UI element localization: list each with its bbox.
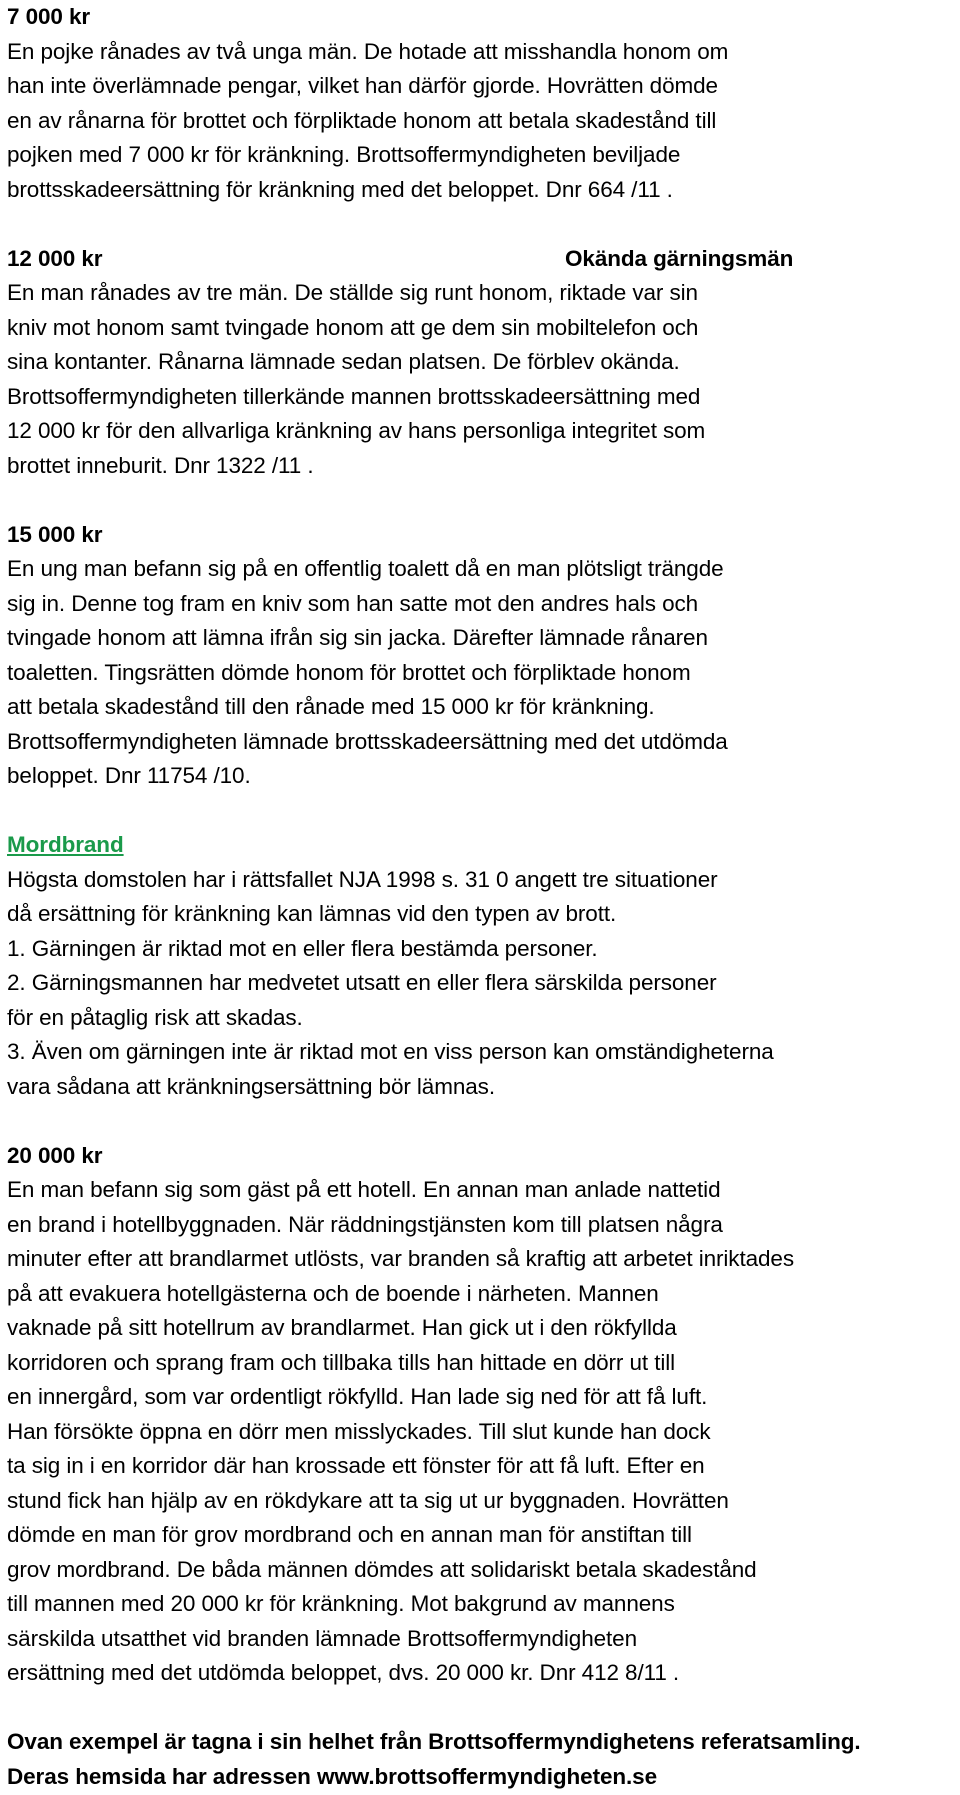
body-line: sina kontanter. Rånarna lämnade sedan platsen. De förblev okända. (7, 349, 680, 374)
footer-note (7, 1725, 955, 1794)
heading-row (7, 242, 955, 277)
spacer (7, 207, 955, 242)
mordbrand-section (7, 828, 955, 1104)
amount-heading: 20 000 kr (7, 1142, 103, 1168)
spacer (7, 1104, 955, 1139)
body-line: att betala skadestånd till den rånade med 15 000 kr för kränkning. (7, 694, 655, 719)
case-15000 (7, 518, 955, 794)
body-line: han inte överlämnade pengar, vilket han därför gjorde. Hovrätten dömde (7, 73, 718, 98)
body-line: En pojke rånades av två unga män. De hotade att misshandla honom om (7, 38, 729, 64)
case-12000 (7, 242, 955, 484)
body-line: Brottsoffermyndigheten lämnade brottsskadeersättning med det utdömda (7, 728, 728, 754)
mordbrand-heading-row (7, 828, 955, 863)
case-20000 (7, 1139, 955, 1691)
body-line: en av rånarna för brottet och förpliktade honom att betala skadestånd till (7, 107, 717, 133)
body-line: Han försökte öppna en dörr men misslyckades. Till slut kunde han dock (7, 1418, 711, 1444)
body-line: grov mordbrand. De båda männen dömdes att solidariskt betala skadestånd (7, 1556, 757, 1582)
document-page (7, 0, 955, 1794)
mordbrand-link[interactable]: Mordbrand (7, 832, 124, 857)
footer-line: Deras hemsida har adressen www.brottsoffermyndigheten.se (7, 1763, 658, 1789)
case-7000 (7, 0, 955, 207)
body-line: pojken med 7 000 kr för kränkning. Brottsoffermyndigheten beviljade (7, 142, 681, 167)
list-item: 1. Gärningen är riktad mot en eller flera bestämda personer. (7, 935, 598, 961)
spacer (7, 483, 955, 518)
body-line: En man befann sig som gäst på ett hotell. En annan man anlade nattetid (7, 1177, 721, 1202)
body-line: En ung man befann sig på en offentlig toalett då en man plötsligt trängde (7, 556, 724, 581)
list-item: 3. Även om gärningen inte är riktad mot en viss person kan omständigheterna (7, 1039, 774, 1064)
body-line: En man rånades av tre män. De ställde sig runt honom, riktade var sin (7, 280, 698, 305)
body-line: tvingade honom att lämna ifrån sig sin jacka. Därefter lämnade rånaren (7, 625, 708, 650)
body-line: till mannen med 20 000 kr för kränkning. Mot bakgrund av mannens (7, 1591, 675, 1616)
category-heading: Okända gärningsmän (565, 245, 794, 271)
body-line: särskilda utsatthet vid branden lämnade Brottsoffermyndigheten (7, 1625, 638, 1651)
body-line: toaletten. Tingsrätten dömde honom för brottet och förpliktade honom (7, 659, 691, 685)
body-line: Brottsoffermyndigheten tillerkände mannen brottsskadeersättning med (7, 383, 701, 409)
footer-line: Ovan exempel är tagna i sin helhet från Brottsoffermyndighetens referatsamling. (7, 1729, 861, 1754)
body-line: dömde en man för grov mordbrand och en annan man för anstiftan till (7, 1522, 692, 1547)
body-line: brottet inneburit. Dnr 1322 /11 . (7, 452, 314, 478)
spacer (7, 1691, 955, 1726)
body-line: 12 000 kr för den allvarliga kränkning av hans personliga integritet som (7, 418, 706, 443)
spacer (7, 794, 955, 829)
body-line: vaknade på sitt hotellrum av brandlarmet. Han gick ut i den rökfyllda (7, 1315, 677, 1340)
body-line: kniv mot honom samt tvingade honom att ge dem sin mobiltelefon och (7, 314, 699, 340)
body-line: korridoren och sprang fram och tillbaka tills han hittade en dörr ut till (7, 1349, 676, 1375)
body-line: för en påtaglig risk att skadas. (7, 1004, 303, 1030)
body-line: brottsskadeersättning för kränkning med det beloppet. Dnr 664 /11 . (7, 176, 673, 202)
body-line: ersättning med det utdömda beloppet, dvs. 20 000 kr. Dnr 412 8/11 . (7, 1660, 680, 1685)
body-line: minuter efter att brandlarmet utlösts, var branden så kraftig att arbetet inriktades (7, 1246, 794, 1271)
body-line: sig in. Denne tog fram en kniv som han satte mot den andres hals och (7, 590, 699, 616)
body-line: en brand i hotellbyggnaden. När räddningstjänsten kom till platsen några (7, 1211, 723, 1237)
body-line: Högsta domstolen har i rättsfallet NJA 1998 s. 31 0 angett tre situationer (7, 866, 718, 892)
body-line: stund fick han hjälp av en rökdykare att ta sig ut ur byggnaden. Hovrätten (7, 1487, 729, 1513)
body-line: beloppet. Dnr 11754 /10. (7, 763, 251, 788)
body-line: då ersättning för kränkning kan lämnas vid den typen av brott. (7, 901, 617, 926)
list-item: 2. Gärningsmannen har medvetet utsatt en eller flera särskilda personer (7, 970, 717, 995)
body-line: på att evakuera hotellgästerna och de boende i närheten. Mannen (7, 1280, 659, 1306)
amount-heading: 15 000 kr (7, 521, 103, 547)
body-line: ta sig in i en korridor där han krossade ett fönster för att få luft. Efter en (7, 1453, 705, 1478)
amount-heading: 7 000 kr (7, 4, 91, 29)
body-line: vara sådana att kränkningsersättning bör lämnas. (7, 1073, 495, 1099)
body-line: en innergård, som var ordentligt rökfylld. Han lade sig ned för att få luft. (7, 1384, 708, 1409)
amount-heading: 12 000 kr (7, 245, 103, 271)
